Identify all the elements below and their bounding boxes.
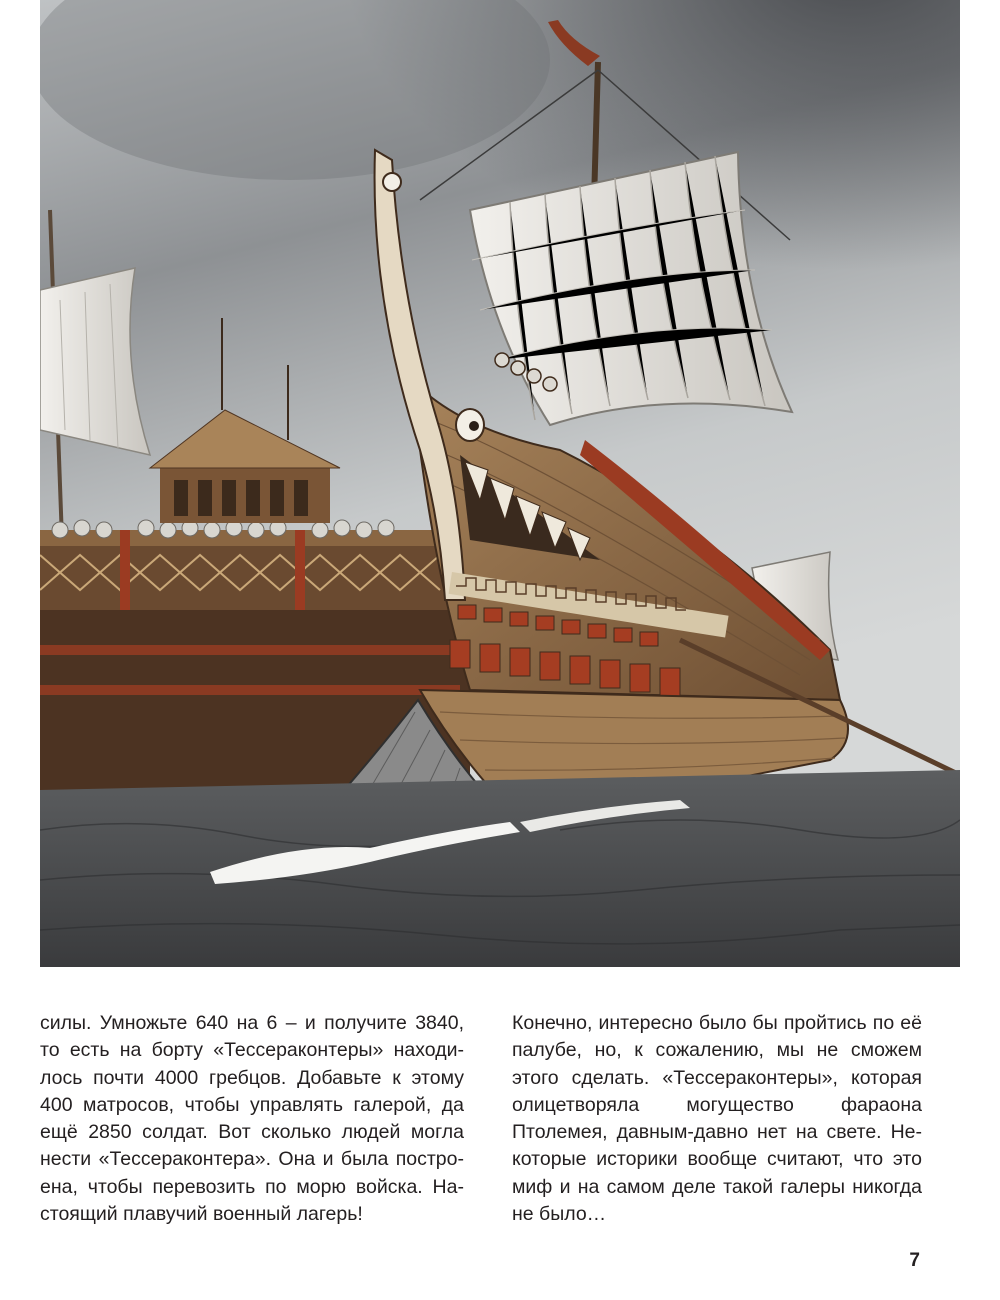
book-page — [40, 0, 960, 1300]
text-column-right: Конечно, интересно было бы пройтись по её палубе, но, к сожалению, мы не сможем этого сделать. «Тессераконтеры», которая олицетворяла могущество фараона Птолемея, давным-давно нет на свете. Некоторые историки вообще считают, что это миф и на самом деле такой галеры никогда не было… — [512, 1012, 922, 1226]
text-column-left: силы. Умножьте 640 на 6 – и получите 3840, то есть на борту «Тессераконтеры» находилось почти 4000 гребцов. Добавьте к этому 400 матросов, чтобы управлять галерой, да ещё 2850 солдат. Вот сколько людей могла нести «Тессераконтера». Она и была построена, чтобы перевозить по морю войска. Настоящий плавучий военный лагерь! — [40, 1012, 464, 1226]
sea — [40, 770, 960, 967]
ship-illustration — [40, 0, 960, 967]
page-number: 7 — [909, 1250, 920, 1271]
